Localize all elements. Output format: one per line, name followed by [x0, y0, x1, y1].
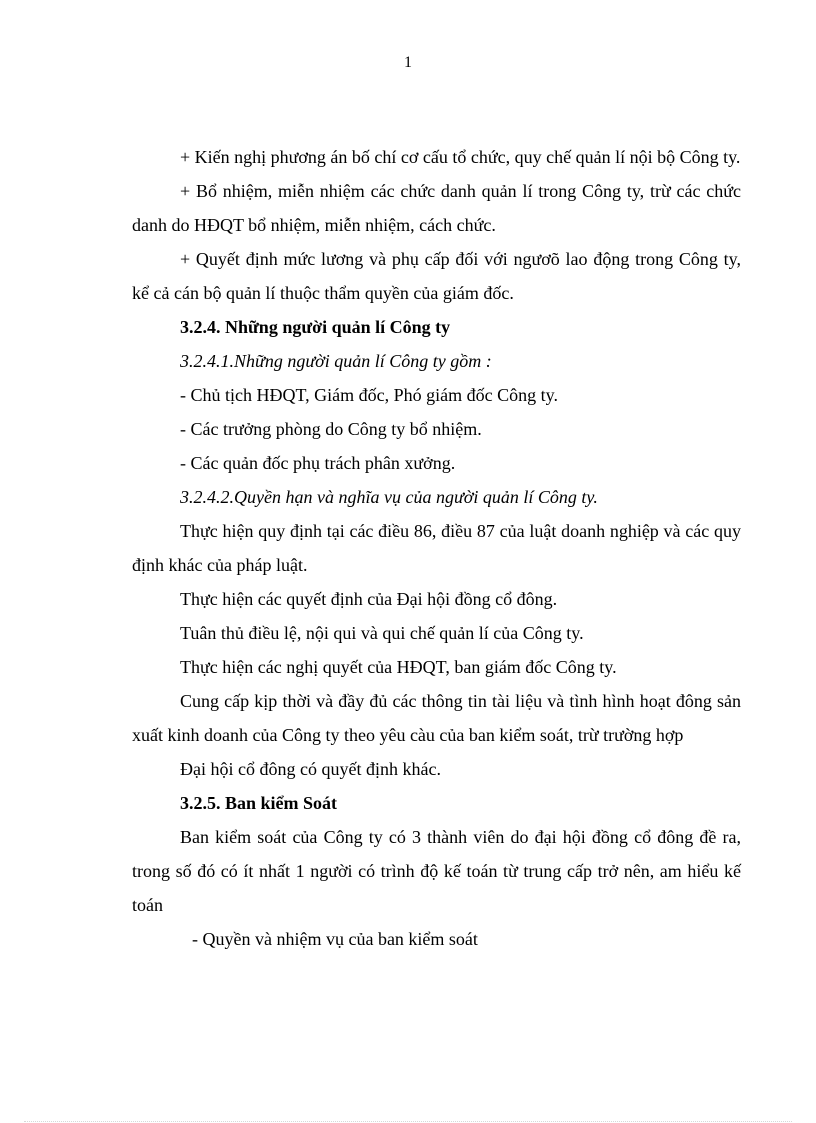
paragraph-shareholder-decisions: Thực hiện các quyết định của Đại hội đồng cổ đông. — [180, 589, 558, 609]
paragraph-comply-rules: Tuân thủ điều lệ, nội qui và qui chế quản lí của Công ty. — [180, 623, 584, 643]
list-item-workshop-managers: - Các quản đốc phụ trách phân xưởng. — [180, 453, 456, 473]
paragraph-enterprise-law: Thực hiện quy định tại các điều 86, điều 87 của luật doanh nghiệp và các quy định khác của pháp luật. — [132, 521, 741, 575]
section-heading-managers: 3.2.4. Những người quản lí Công ty — [180, 317, 451, 337]
document-body — [132, 140, 741, 956]
page-number: 1 — [404, 54, 412, 71]
paragraph-provide-information: Cung cấp kịp thời và đầy đủ các thông tin tài liệu và tình hình hoạt đông sản xuất kinh doanh của Công ty theo yêu càu của ban kiểm soát, trừ trường hợp — [132, 691, 741, 745]
list-item-department-heads: - Các trưởng phòng do Công ty bổ nhiệm. — [180, 419, 482, 439]
section-heading-supervisory-board: 3.2.5. Ban kiểm Soát — [180, 793, 338, 813]
paragraph-salary-decision: + Quyết định mức lương và phụ cấp đối với ngươõ lao động trong Công ty, kể cả cán bộ quản lí thuộc thẩm quyền của giám đốc. — [132, 249, 741, 303]
paragraph-appoint-dismiss: + Bổ nhiệm, miễn nhiệm các chức danh quản lí trong Công ty, trừ các chức danh do HĐQT bổ nhiệm, miễn nhiệm, cách chức. — [132, 181, 741, 235]
paragraph-supervisory-members: Ban kiểm soát của Công ty có 3 thành viên do đại hội đồng cổ đông đề ra, trong số đó có ít nhất 1 người có trình độ kế toán từ trung cấp trở nên, am hiểu kế toán — [132, 827, 741, 915]
list-item-chairman: - Chủ tịch HĐQT, Giám đốc, Phó giám đốc Công ty. — [180, 385, 558, 405]
list-item-supervisory-rights: - Quyền và nhiệm vụ của ban kiểm soát — [192, 929, 478, 949]
page-bottom-divider — [24, 1121, 792, 1122]
subsection-heading-rights-duties: 3.2.4.2.Quyền hạn và nghĩa vụ của người quản lí Công ty. — [180, 487, 598, 507]
subsection-heading-managers-include: 3.2.4.1.Những người quản lí Công ty gồm : — [180, 351, 492, 371]
paragraph-shareholder-exception: Đại hội cổ đông có quyết định khác. — [180, 759, 441, 779]
paragraph-board-resolutions: Thực hiện các nghị quyết của HĐQT, ban giám đốc Công ty. — [180, 657, 617, 677]
paragraph-recommend-structure: + Kiến nghị phương án bố chí cơ cấu tổ chức, quy chế quản lí nội bộ Công ty. — [180, 147, 741, 167]
